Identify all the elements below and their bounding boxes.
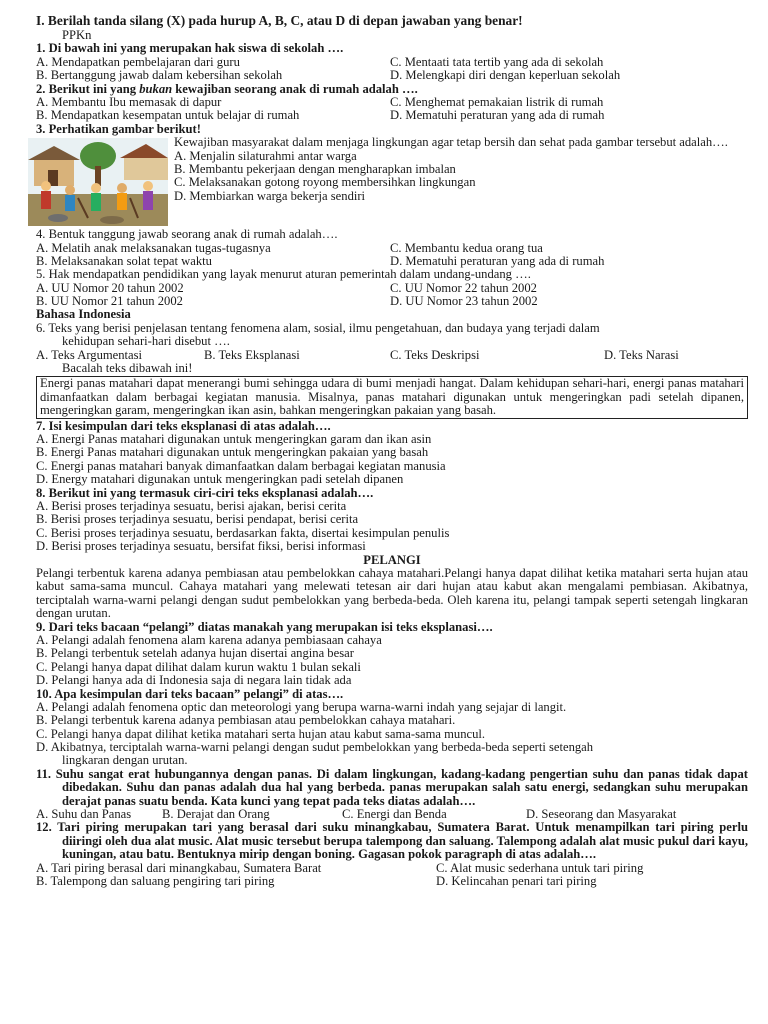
q11-stem: 11. Suhu sangat erat hubungannya dengan panas. Di dalam lingkungan, kadang-kadang pengertian suhu dan panas tidak dapat dibedakan. Suhu dan panas adalah dua hal yang berbeda. panas merupakan salah satu energi, sedangkan suhu merupakan derajat panas suatu benda. Kata kunci yang tepat pada teks diatas adalah…. (36, 766, 748, 808)
q2-option-c[interactable]: C. Menghemat pemakaian listrik di rumah (390, 94, 604, 109)
q2-option-d[interactable]: D. Mematuhi peraturan yang ada di rumah (390, 108, 605, 123)
worksheet (36, 14, 748, 888)
q10-option-d[interactable]: D. Akibatnya, terciptalah warna-warni pelangi dengan sudut pembelokkan yang berbeda-beda seperti setengah (36, 740, 594, 755)
q4-option-a[interactable]: A. Melatih anak melaksanakan tugas-tugasnya (36, 240, 271, 255)
q11-option-a[interactable]: A. Suhu dan Panas (36, 807, 132, 822)
q11-option-c[interactable]: C. Energi dan Benda (342, 807, 447, 822)
passage-pelangi-title: PELANGI (363, 552, 421, 567)
q3-question: Kewajiban masyarakat dalam menjaga lingkungan agar tetap bersih dan sehat pada gambar tersebut adalah…. (174, 135, 728, 150)
q6-stem-line1: 6. Teks yang berisi penjelasan tentang fenomena alam, sosial, ilmu pengetahuan, dan budaya yang terjadi dalam (36, 320, 600, 335)
q3-option-c[interactable]: C. Melaksanakan gotong royong membersihkan lingkungan (174, 175, 476, 190)
passage-energi-panas-text: Energi panas matahari dapat menerangi bumi sehingga udara di bumi menjadi hangat. Dalam kehidupan sehari-hari, energi panas matahari dimanfaatkan dalam berbagai kegiatan manusia. Misalnya, panas matahari digunakan untuk mengeringkan padi setelah dipanen, mengeringkan garam, mengeringkan ikan asin, bahkan mengeringkan pakaian yang basah. (40, 376, 744, 418)
q2-option-a[interactable]: A. Membantu Ibu memasak di dapur (36, 94, 222, 109)
q4-option-d[interactable]: D. Mematuhi peraturan yang ada di rumah (390, 253, 605, 268)
q11-option-b[interactable]: B. Derajat dan Orang (162, 807, 270, 822)
q8-option-a[interactable]: A. Berisi proses terjadinya sesuatu, berisi ajakan, berisi cerita (36, 498, 347, 513)
q3-option-d[interactable]: D. Membiarkan warga bekerja sendiri (174, 188, 366, 203)
q1-option-d[interactable]: D. Melengkapi diri dengan keperluan sekolah (390, 68, 621, 83)
q10-option-b[interactable]: B. Pelangi terbentuk karena adanya pembiasan atau pembelokkan cahaya matahari. (36, 713, 456, 728)
community-cleanup-illustration (28, 138, 168, 226)
q9-option-c[interactable]: C. Pelangi hanya dapat dilihat dalam kurun waktu 1 bulan sekali (36, 659, 361, 674)
q4-stem: 4. Bentuk tanggung jawab seorang anak di rumah adalah…. (36, 227, 338, 242)
q9-option-b[interactable]: B. Pelangi terbentuk setelah adanya hujan disertai angina besar (36, 646, 354, 661)
q7-option-b[interactable]: B. Energi Panas matahari digunakan untuk mengeringkan pakaian yang basah (36, 445, 429, 460)
subject-bahasa-indonesia: Bahasa Indonesia (36, 307, 131, 322)
q6-stem-line2: kehidupan sehari-hari disebut …. (62, 334, 230, 349)
q6-option-d[interactable]: D. Teks Narasi (604, 347, 679, 362)
q8-option-b[interactable]: B. Berisi proses terjadinya sesuatu, berisi pendapat, berisi cerita (36, 512, 359, 527)
q6-option-c[interactable]: C. Teks Deskripsi (390, 347, 480, 362)
subject-ppkn: PPKn (62, 28, 92, 42)
q8-option-d[interactable]: D. Berisi proses terjadinya sesuatu, bersifat fiksi, berisi informasi (36, 539, 366, 554)
q10-option-d-cont: lingkaran dengan urutan. (62, 753, 188, 768)
q7-option-c[interactable]: C. Energi panas matahari banyak dimanfaatkan dalam berbagai kegiatan manusia (36, 458, 446, 473)
passage-energi-panas (36, 376, 748, 418)
q3-stem: 3. Perhatikan gambar berikut! (36, 121, 201, 136)
q12-stem: 12. Tari piring merupakan tari yang berasal dari suku minangkabau, Sumatera Barat. Untuk menampilkan tari piring perlu diiringi oleh dua alat music. Alat music tersebut berupa talempong dan saluang. Talempong adalah alat music pukul dari kayu, kuningan, atau batu. Bentuknya mirip dengan boning. Gagasan pokok paragraph di atas adalah…. (36, 820, 748, 862)
reading-instruction: Bacalah teks dibawah ini! (62, 361, 193, 376)
q7-option-a[interactable]: A. Energi Panas matahari digunakan untuk mengeringkan garam dan ikan asin (36, 432, 432, 447)
q11-option-d[interactable]: D. Seseorang dan Masyarakat (526, 807, 677, 822)
q3-option-b[interactable]: B. Membantu pekerjaan dengan mengharapkan imbalan (174, 161, 456, 176)
q10-option-a[interactable]: A. Pelangi adalah fenomena optic dan meteorologi yang berupa warna-warni indah yang sejajar di langit. (36, 699, 567, 714)
section-instruction: I. Berilah tanda silang (X) pada hurup A, B, C, atau D di depan jawaban yang benar! (36, 13, 523, 28)
q6-option-a[interactable]: A. Teks Argumentasi (36, 347, 143, 362)
q5-option-c[interactable]: C. UU Nomor 22 tahun 2002 (390, 280, 537, 295)
q5-option-b[interactable]: B. UU Nomor 21 tahun 2002 (36, 294, 183, 309)
q2-stem: 2. Berikut ini yang bukan kewajiban seorang anak di rumah adalah …. (36, 81, 418, 96)
q9-stem: 9. Dari teks bacaan “pelangi” diatas manakah yang merupakan isi teks eksplanasi…. (36, 619, 493, 634)
q4-option-b[interactable]: B. Melaksanakan solat tepat waktu (36, 253, 212, 268)
q1-option-b[interactable]: B. Bertanggung jawab dalam kebersihan sekolah (36, 68, 283, 83)
q5-option-a[interactable]: A. UU Nomor 20 tahun 2002 (36, 280, 184, 295)
q4-option-c[interactable]: C. Membantu kedua orang tua (390, 240, 543, 255)
q8-stem: 8. Berikut ini yang termasuk ciri-ciri teks eksplanasi adalah…. (36, 485, 374, 500)
q12-option-d[interactable]: D. Kelincahan penari tari piring (436, 874, 597, 889)
q1-option-a[interactable]: A. Mendapatkan pembelajaran dari guru (36, 54, 240, 69)
q12-option-b[interactable]: B. Talempong dan saluang pengiring tari piring (36, 874, 275, 889)
q3-figure-row (36, 136, 748, 228)
q6-option-b[interactable]: B. Teks Eksplanasi (204, 347, 300, 362)
q12-option-a[interactable]: A. Tari piring berasal dari minangkabau, Sumatera Barat (36, 860, 322, 875)
q8-option-c[interactable]: C. Berisi proses terjadinya sesuatu, berdasarkan fakta, disertai kesimpulan penulis (36, 525, 450, 540)
q7-option-d[interactable]: D. Energy matahari digunakan untuk mengeringkan padi setelah dipanen (36, 472, 404, 487)
q3-option-a[interactable]: A. Menjalin silaturahmi antar warga (174, 148, 357, 163)
passage-pelangi-text: Pelangi terbentuk karena adanya pembiasan atau pembelokkan cahaya matahari.Pelangi hanya dapat dilihat ketika matahari serta hujan atau kabut sama-sama muncul. Cahaya matahari yang melewati tetesan air dari hujan atau kabut akan mengalami pembiasan. Akibatnya, terciptalah warna-warni pelangi dengan sudut pembelokkan yang berbeda-beda. Oleh karena itu, pelangi tampak seperti setengah lingkaran dengan urutan. (36, 565, 748, 621)
q5-stem: 5. Hak mendapatkan pendidikan yang layak menurut aturan pemerintah dalam undang-undang …. (36, 267, 531, 282)
q7-stem: 7. Isi kesimpulan dari teks eksplanasi di atas adalah…. (36, 418, 331, 433)
q2-option-b[interactable]: B. Mendapatkan kesempatan untuk belajar di rumah (36, 108, 300, 123)
q5-option-d[interactable]: D. UU Nomor 23 tahun 2002 (390, 294, 538, 309)
q10-option-c[interactable]: C. Pelangi hanya dapat dilihat ketika matahari serta hujan atau kabut sama-sama muncul. (36, 726, 486, 741)
q9-option-d[interactable]: D. Pelangi hanya ada di Indonesia saja di negara lain tidak ada (36, 673, 352, 688)
q10-stem: 10. Apa kesimpulan dari teks bacaan” pelangi” di atas…. (36, 686, 344, 701)
q1-stem: 1. Di bawah ini yang merupakan hak siswa di sekolah …. (36, 41, 344, 56)
q1-option-c[interactable]: C. Mentaati tata tertib yang ada di sekolah (390, 54, 604, 69)
q9-option-a[interactable]: A. Pelangi adalah fenomena alam karena adanya pembiasaan cahaya (36, 632, 382, 647)
q12-option-c[interactable]: C. Alat music sederhana untuk tari piring (436, 860, 644, 875)
